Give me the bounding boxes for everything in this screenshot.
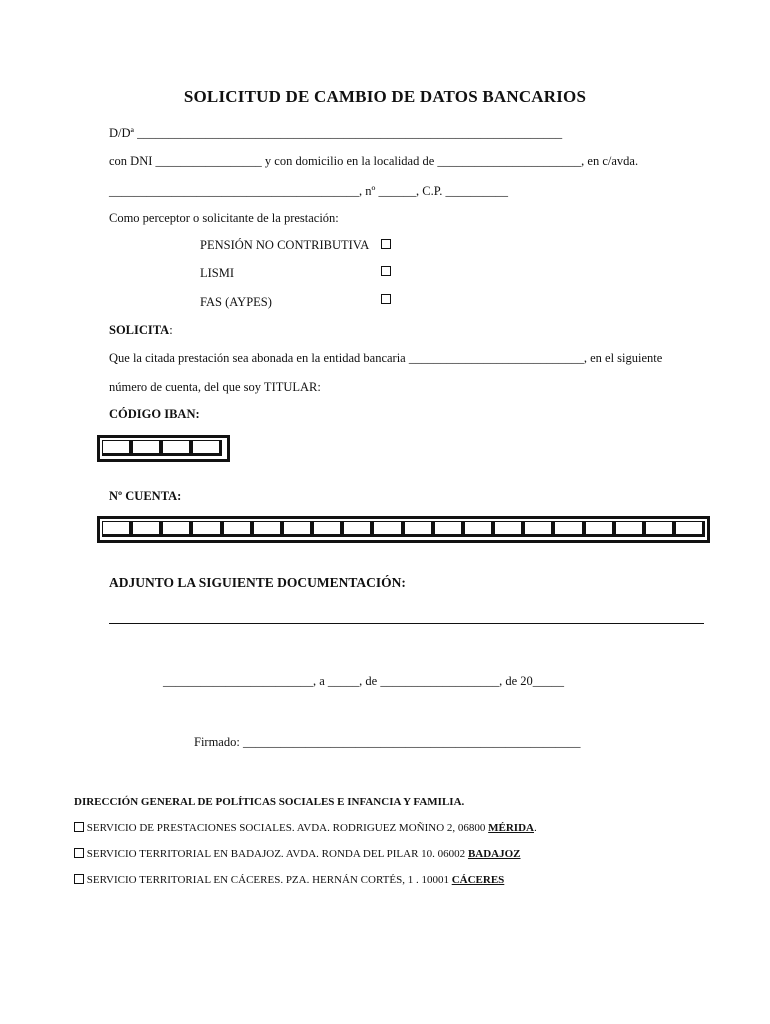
service-merida: SERVICIO DE PRESTACIONES SOCIALES. AVDA. RODRIGUEZ MOÑINO 2, 06800 MÉRIDA.	[74, 820, 537, 836]
iban-label: CÓDIGO IBAN:	[109, 407, 200, 421]
cuenta-digit-box[interactable]	[675, 521, 705, 537]
solicita-heading: SOLICITA:	[109, 323, 173, 337]
cuenta-digit-box[interactable]	[373, 521, 403, 537]
cuenta-digit-box[interactable]	[524, 521, 554, 537]
option-fas-checkbox[interactable]	[381, 294, 391, 304]
cuenta-digit-box[interactable]	[404, 521, 434, 537]
cuenta-digit-box[interactable]	[615, 521, 645, 537]
cuenta-digit-box[interactable]	[223, 521, 253, 537]
cuenta-digit-box[interactable]	[464, 521, 494, 537]
cuenta-digit-box[interactable]	[102, 521, 132, 537]
name-field-line[interactable]: D/Dª ____________________________________________________________________	[109, 126, 563, 140]
page-title: SOLICITUD DE CAMBIO DE DATOS BANCARIOS	[183, 87, 587, 106]
cuenta-digit-box[interactable]	[343, 521, 373, 537]
solicita-line-2: número de cuenta, del que soy TITULAR:	[109, 380, 321, 394]
solicita-line-1[interactable]: Que la citada prestación sea abonada en la entidad bancaria ____________________________, en el siguiente	[109, 351, 663, 365]
documentation-line[interactable]	[109, 623, 704, 624]
dni-locality-line[interactable]: con DNI _________________ y con domicilio en la localidad de _______________________, en c/avda.	[109, 154, 639, 168]
cuenta-label: Nº CUENTA:	[109, 489, 182, 503]
cuenta-digit-box[interactable]	[645, 521, 675, 537]
signature-line[interactable]: Firmado: ______________________________________________________	[194, 735, 581, 749]
service-caceres-checkbox[interactable]	[74, 874, 84, 884]
service-badajoz: SERVICIO TERRITORIAL EN BADAJOZ. AVDA. RONDA DEL PILAR 10. 06002 BADAJOZ	[74, 846, 521, 862]
cuenta-digit-box[interactable]	[434, 521, 464, 537]
service-caceres: SERVICIO TERRITORIAL EN CÁCERES. PZA. HERNÁN CORTÉS, 1 . 10001 CÁCERES	[74, 872, 504, 888]
direccion-general: DIRECCIÓN GENERAL DE POLÍTICAS SOCIALES E INFANCIA Y FAMILIA.	[74, 796, 465, 808]
cuenta-digit-box[interactable]	[132, 521, 162, 537]
date-line[interactable]: ________________________, a _____, de ___________________, de 20_____	[163, 674, 565, 688]
cuenta-digit-box[interactable]	[585, 521, 615, 537]
cuenta-digit-box[interactable]	[313, 521, 343, 537]
iban-digit-box[interactable]	[132, 440, 162, 456]
address-line[interactable]: ________________________________________, nº ______, C.P. __________	[109, 184, 509, 198]
service-merida-checkbox[interactable]	[74, 822, 84, 832]
cuenta-digit-box[interactable]	[253, 521, 283, 537]
perceptor-text: Como perceptor o solicitante de la prestación:	[109, 211, 339, 225]
cuenta-digit-box[interactable]	[494, 521, 524, 537]
option-lismi-checkbox[interactable]	[381, 266, 391, 276]
cuenta-box-row[interactable]	[97, 516, 710, 543]
service-badajoz-checkbox[interactable]	[74, 848, 84, 858]
cuenta-digit-box[interactable]	[554, 521, 584, 537]
cuenta-digit-box[interactable]	[162, 521, 192, 537]
iban-digit-box[interactable]	[162, 440, 192, 456]
cuenta-digit-box[interactable]	[192, 521, 222, 537]
iban-box-row[interactable]	[97, 435, 230, 462]
option-pnc-label: PENSIÓN NO CONTRIBUTIVA	[200, 238, 370, 252]
iban-digit-box[interactable]	[192, 440, 222, 456]
adjunto-heading: ADJUNTO LA SIGUIENTE DOCUMENTACIÓN:	[109, 575, 406, 590]
option-lismi-label: LISMI	[200, 266, 235, 280]
iban-digit-box[interactable]	[102, 440, 132, 456]
option-pnc-checkbox[interactable]	[381, 239, 391, 249]
cuenta-digit-box[interactable]	[283, 521, 313, 537]
option-fas-label: FAS (AYPES)	[200, 295, 272, 309]
